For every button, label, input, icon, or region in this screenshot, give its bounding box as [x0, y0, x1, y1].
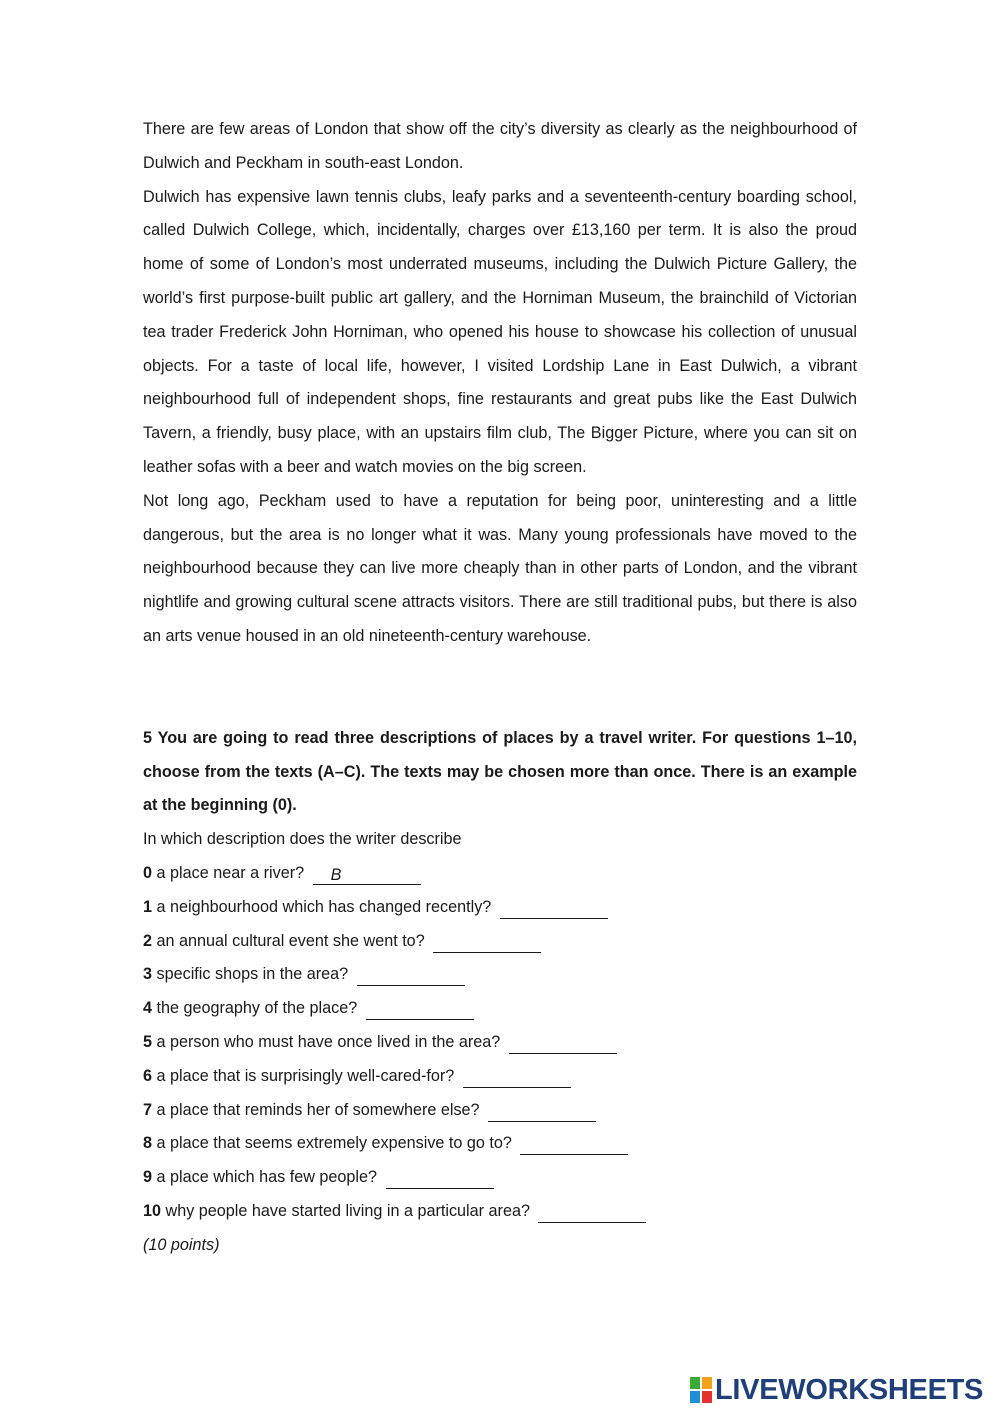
- answer-blank[interactable]: [357, 967, 465, 986]
- answer-blank[interactable]: [538, 1204, 646, 1223]
- question-text: a neighbourhood which has changed recently?: [156, 897, 492, 916]
- question-number: 7: [143, 1100, 153, 1119]
- question-number: 10: [143, 1201, 162, 1220]
- question-text: a place near a river?: [156, 863, 305, 882]
- question-text: a place which has few people?: [156, 1168, 377, 1187]
- answer-blank[interactable]: [509, 1035, 617, 1054]
- answer-value: [538, 1204, 556, 1222]
- passage-paragraph-3: Not long ago, Peckham used to have a reputation for being poor, uninteresting and a little dangerous, but the area is no longer what it was. Many young professionals have moved to the neighbourhood because they can live more cheaply than in other parts of London, and the vibrant nightlife and growing cultural scene attracts visitors. There are still traditional pubs, but there is also an arts venue housed in an old nineteenth-century warehouse.: [143, 491, 857, 645]
- answer-blank[interactable]: [386, 1170, 494, 1189]
- answer-blank[interactable]: [500, 900, 608, 919]
- exercise-instructions: 5 You are going to read three descriptions of places by a travel writer. For questions 1–10, choose from the texts (A–C). The texts may be chosen more than once. There is an example at the beginning (0).: [143, 728, 857, 815]
- answer-value: [463, 1069, 481, 1087]
- answer-value: [357, 967, 375, 985]
- passage-paragraph-1: There are few areas of London that show off the city’s diversity as clearly as the neighbourhood of Dulwich and Peckham in south-east London.: [143, 120, 857, 172]
- liveworksheets-logo: [690, 1374, 983, 1406]
- answer-blank[interactable]: [433, 934, 541, 953]
- question-item: [143, 1161, 857, 1195]
- question-number: 3: [143, 965, 153, 984]
- worksheet-page: [143, 113, 857, 1263]
- question-text: the geography of the place?: [156, 999, 358, 1018]
- answer-blank[interactable]: [463, 1069, 571, 1088]
- question-text: an annual cultural event she went to?: [156, 931, 425, 950]
- question-number: 5: [143, 1032, 153, 1051]
- passage-paragraph-2: Dulwich has expensive lawn tennis clubs, leafy parks and a seventeenth-century boarding school, called Dulwich College, which, incidentally, charges over £13,160 per term. It is also the proud home of some of London’s most underrated museums, including the Dulwich Picture Gallery, the world’s first purpose-built public art gallery, and the Horniman Museum, the brainchild of Victorian tea trader Frederick John Horniman, who opened his house to showcase his collection of unusual objects. For a taste of local life, however, I visited Lordship Lane in East Dulwich, a vibrant neighbourhood full of independent shops, fine restaurants and great pubs like the East Dulwich Tavern, a friendly, busy place, with an upstairs film club, The Bigger Picture, where you can sit on leather sofas with a beer and watch movies on the big screen.: [143, 187, 857, 476]
- answer-value: [520, 1136, 538, 1154]
- answer-blank[interactable]: [520, 1136, 628, 1155]
- question-number: 1: [143, 897, 153, 916]
- liveworksheets-logo-icon: [690, 1377, 712, 1403]
- answer-value: [509, 1035, 527, 1053]
- question-text: specific shops in the area?: [156, 965, 349, 984]
- question-number: 6: [143, 1066, 153, 1085]
- question-number: 8: [143, 1134, 153, 1153]
- question-text: why people have started living in a particular area?: [165, 1201, 530, 1220]
- question-number: 2: [143, 931, 153, 950]
- question-number: 0: [143, 863, 153, 882]
- question-item: [143, 992, 857, 1026]
- answer-value: [386, 1170, 404, 1188]
- answer-blank[interactable]: [488, 1103, 596, 1122]
- question-item: [143, 1127, 857, 1161]
- answer-value: [488, 1103, 506, 1121]
- question-item: [143, 1195, 857, 1229]
- question-item: [143, 1094, 857, 1128]
- answer-blank[interactable]: [366, 1001, 474, 1020]
- question-number: 4: [143, 999, 153, 1018]
- answer-value: [433, 934, 451, 952]
- answer-blank[interactable]: [313, 866, 421, 885]
- answer-value: [500, 900, 518, 918]
- question-text: a place that reminds her of somewhere else?: [156, 1100, 480, 1119]
- answer-value: [366, 1001, 384, 1019]
- question-item: [143, 1026, 857, 1060]
- question-item: [143, 857, 857, 891]
- exercise-lead: In which description does the writer describe: [143, 830, 462, 849]
- question-text: a place that is surprisingly well-cared-for?: [156, 1066, 455, 1085]
- question-number: 9: [143, 1168, 153, 1187]
- logo-wordmark: LIVEWORKSHEETS: [715, 1373, 984, 1406]
- question-list: [143, 857, 857, 1229]
- question-text: a person who must have once lived in the area?: [156, 1032, 501, 1051]
- question-item: [143, 958, 857, 992]
- points-label: (10 points): [143, 1235, 220, 1254]
- question-item: [143, 1060, 857, 1094]
- answer-value: B: [330, 865, 342, 884]
- section-spacer: [143, 654, 857, 722]
- question-item: [143, 925, 857, 959]
- question-text: a place that seems extremely expensive to go to?: [156, 1134, 512, 1153]
- question-item: [143, 891, 857, 925]
